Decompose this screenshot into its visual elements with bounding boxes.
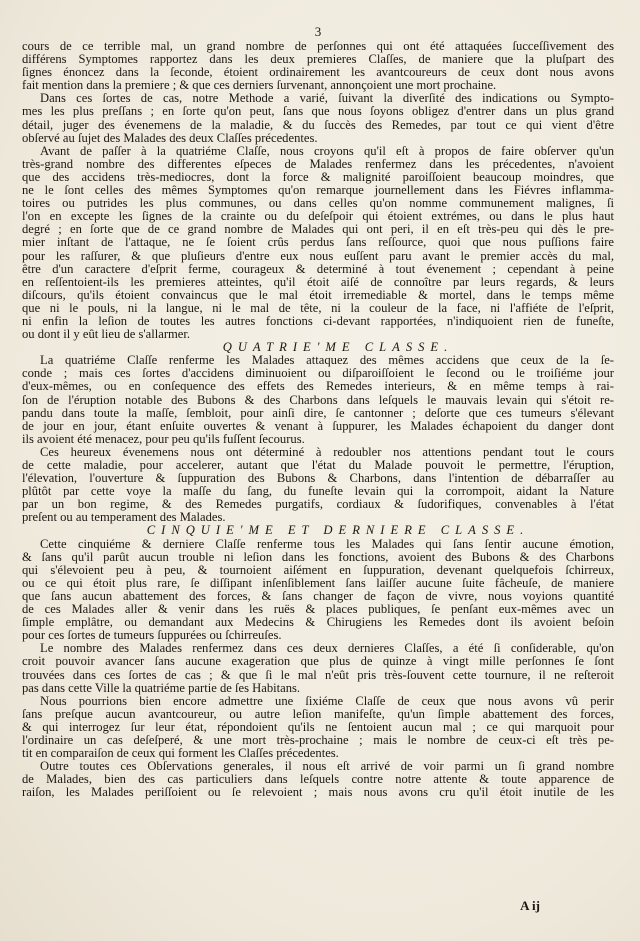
text-line: Ces heureux évenemens nous ont déterminé à redoubler nos attentions pendant tout le cours (40, 445, 614, 459)
section-heading: QUATRIE'ME CLASSE. (222, 341, 454, 355)
text-line: très-grand nombre des differentes eſpeces de Malades renfermez dans les précedentes, n'avoient (22, 157, 614, 171)
text-line: de jour en jour, étant enſuite ouvertes & venant à ſuppurer, les Malades échapoient du danger dont (22, 419, 614, 433)
text-line: pour ces ſortes de tumeurs ſuppurées ou ſchirreuſes. (22, 629, 282, 643)
text-line: conde ; mais ces ſortes d'accidens diminuoient ou diſparoiſſoient le ſecond ou le troiſiéme jour (22, 367, 614, 381)
text-line: d'eux-mêmes, ou en conſequence des effets des Remedes interieurs, & en même temps à rai- (22, 380, 614, 394)
text-line: croit pouvoir avancer ſans aucune exageration que plus de quinze à vingt mille perſonnes ſe ſont (22, 655, 614, 669)
text-line: pandu dans toute la maſſe, ſembloit, pour ainſi dire, ſe cantonner ; deſorte que ces tumeurs s'élevant (22, 406, 614, 420)
text-line: par un bon regime, & des Remedes purgatifs, cordiaux & ſudorifiques, convenables à l'état (22, 498, 614, 512)
text-line: en reſſentoient-ils les premieres atteintes, qu'il étoit aiſé de connoître par leurs regards, & leurs (22, 275, 614, 289)
text-line: pas dans cette Ville la quatriéme partie de ſes Habitans. (22, 681, 301, 695)
page-number: 3 (314, 24, 322, 39)
text-line: diſcours, qu'ils étoient convaincus que le mal étoit irremediable & mortel, dans le temps même (22, 288, 614, 302)
text-line: que ni le pouls, ni la langue, ni le mal de tête, ni la couleur de la face, ni l'affiéte de l'eſprit, (22, 301, 614, 315)
text-line: tit en comparaiſon de ceux qui forment les Claſſes précedentes. (22, 747, 339, 761)
text-line: mier inſtant de l'attaque, ne ſe ſoient crûs perdus ſans reſſource, quoi que nous puſſions faire (22, 236, 614, 250)
text-line: Avant de paſſer à la quatriéme Claſſe, nous croyons qu'il eſt à propos de faire obſerver qu'un (40, 144, 614, 158)
text-line: La quatriéme Claſſe renferme les Malades attaquez des mêmes accidens que ceux de la ſe- (40, 354, 614, 368)
text-line: obſervé au ſujet des Malades des deux Claſſes précedentes. (22, 131, 318, 145)
text-line: l'ordinaire un cas deſeſperé, & une mort très-prochaine ; mais le nombre de ceux-ci eſt très pe- (22, 733, 614, 747)
text-line: toires ou putrides les plus communes, ou dans celles qu'on nomme communement malignes, ſi (22, 197, 614, 211)
text-line: Cette cinquiéme & derniere Claſſe renferme tous les Malades qui ſans ſentir aucune émotion, (40, 537, 614, 551)
text-line: Dans ces ſortes de cas, notre Methode a varié, ſuivant la diverſité des indications ou Sympto- (40, 92, 614, 106)
text-line: degré ; en ſorte que de ce grand nombre de Malades qui ont peri, il en eſt très-peu qui dès le pre- (22, 223, 614, 237)
text-line: trouvées dans ces ſortes de cas ; & que ſi le mal n'eût pris très-ſouvent cette tournure, il ne reſteroit (22, 668, 614, 682)
text-line: ſans preſque aucun avantcoureur, ou autre leſion manifeſte, qu'un ſimple abattement des forces, (22, 707, 614, 721)
text-line: Nous pourrions bien encore admettre une ſixiéme Claſſe de ceux que nous avons vû perir (40, 694, 614, 708)
text-line: être d'un caractere d'eſprit ferme, courageux & determiné à tout évenement ; cependant à peine (22, 262, 614, 276)
text-line: Outre toutes ces Obſervations generales, il nous eſt arrivé de voir parmi un ſi grand nombre (40, 760, 614, 774)
signature-mark: A ij (520, 898, 540, 913)
text-line: ſon de l'éruption notable des Bubons & des Charbons dans leſquels le mauvais levain qui s'étoit re- (22, 393, 614, 407)
text-line: cours de ce terrible mal, un grand nombre de perſonnes qui ont été attaquées ſucceſſivement des (22, 40, 614, 53)
text-line: mes les plus preſſans ; en ſorte qu'on peut, ſans que nous ſoyons obligez d'entrer dans un plus grand (22, 105, 614, 119)
text-line: différens Symptomes rapportez dans les deux premieres Claſſes, de maniere que la pluſpart des (22, 53, 614, 67)
text-line: ils avoient été menacez, pour peu qu'ils fuſſent ſecourus. (22, 432, 305, 446)
text-line: l'on en excepte les ſignes de la crainte ou du deſeſpoir qui étoient extrémes, ou dans le plus haut (22, 210, 614, 224)
text-line: que des accidens très-mediocres, dont la force & malignité paroiſſoient beaucoup moindres, que (22, 170, 614, 184)
text-line: preſent ou au temperament des Malades. (22, 511, 226, 525)
text-line: ni enfin la leſion de toutes les autres fonctions ci-devant rapportées, n'indiquoient rien de funeſte, (22, 314, 614, 328)
text-line: de ces Malades aller & venir dans les ruës & places publiques, ſe penſant eux-mêmes avec un (22, 603, 614, 617)
text-line: Le nombre des Malades renfermez dans ces deux dernieres Claſſes, a été ſi conſiderable, qu'on (40, 642, 614, 656)
text-line: qui s'élevoient peu à peu, & tournoient aiſément en ſuppuration, devenant quelquefois ſchirreux, (22, 563, 614, 577)
text-line: & ſans qu'il parût aucun trouble ni leſion dans les fonctions, avoient des Bubons & des Charbons (22, 550, 614, 564)
text-line: fait mention dans la premiere ; & que ces derniers ſurvenant, annonçoient une mort prochaine. (22, 79, 497, 93)
text-line: ou dont il y eût lieu de s'allarmer. (22, 328, 191, 342)
text-line: détail, juger des évenemens de la maladie, & du ſuccès des Remedes, par tout ce qui vient d'être (22, 118, 614, 132)
text-line: ſimple emplâtre, ou demandant aux Medecins & Chirugiens les Remedes dont ils avoient beſoin (22, 616, 614, 630)
text-line: ou ce qui étoit plus rare, ſe diſſipant inſenſiblement ſans laiſſer aucune ſuite fâcheuſe, de maniere (22, 576, 614, 590)
text-line: de Malades, bien des cas particuliers dans leſquels contre notre attente & toute apparence de (22, 773, 614, 787)
text-line: pour les raſſurer, & que pluſieurs d'entre eux nous euſſent paru avant le premier accès du mal, (22, 249, 614, 263)
text-line: ſignes énoncez dans la ſeconde, étoient ordinairement les avantcoureurs de ceux dont nous avons (22, 66, 614, 80)
text-line: l'élevation, l'ouverture & ſuppuration des Bubons & Charbons, dans l'intention de débarraſſer au (22, 472, 614, 486)
text-line: plûtôt par cette voye la maſſe du ſang, du funeſte levain qui la corrompoit, aidant la Nature (22, 485, 614, 499)
text-line: ne le ſont celles des mêmes Symptomes qu'on remarque journellement dans les Fiévres inflamma- (22, 184, 614, 198)
text-line: que ſans aucun abattement des forces, & ſans changer de façon de vivre, nous voyions quantité (22, 589, 614, 603)
section-heading: CINQUIE'ME ET DERNIERE CLASSE. (146, 524, 530, 538)
text-line: raiſon, les Malades periſſoient ou ſe relevoient ; mais nous avons cru qu'il étoit inutile de les (22, 786, 614, 800)
text-line: de cette maladie, pour accelerer, autant que l'état du Malade pouvoit le permettre, l'éruption, (22, 459, 614, 472)
body-text (22, 40, 614, 799)
text-line: & qui interrogez ſur leur état, répondoient qu'ils ne ſentoient aucun mal ; ce qui marquoit pour (22, 720, 614, 734)
